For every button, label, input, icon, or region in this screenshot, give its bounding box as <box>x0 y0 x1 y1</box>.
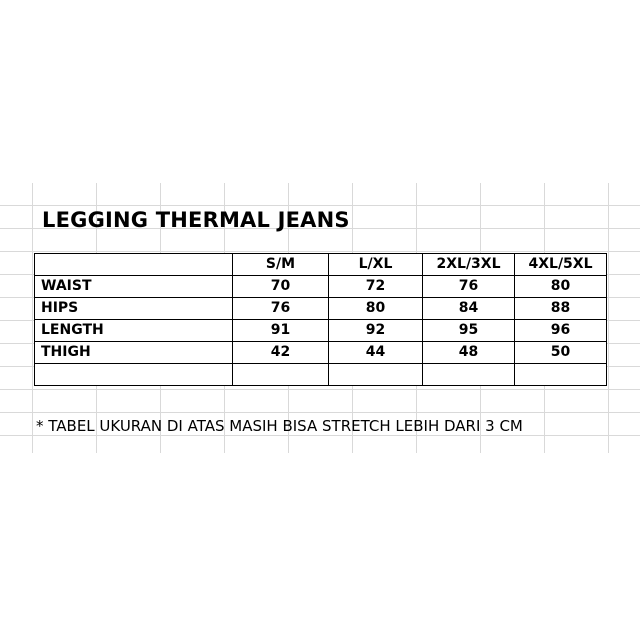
table-cell: 44 <box>329 342 423 364</box>
footnote: * TABEL UKURAN DI ATAS MASIH BISA STRETCH LEBIH DARI 3 CM <box>36 417 523 435</box>
page-title: LEGGING THERMAL JEANS <box>42 208 350 232</box>
table-cell: 50 <box>515 342 607 364</box>
table-cell: 76 <box>423 276 515 298</box>
table-row <box>35 342 607 364</box>
table-cell: 80 <box>515 276 607 298</box>
table-cell <box>329 364 423 386</box>
table-cell: 88 <box>515 298 607 320</box>
header-cell-l-xl: L/XL <box>329 254 423 276</box>
row-label <box>35 364 233 386</box>
table-cell: 96 <box>515 320 607 342</box>
header-cell-2xl-3xl: 2XL/3XL <box>423 254 515 276</box>
table-cell: 48 <box>423 342 515 364</box>
header-cell <box>35 254 233 276</box>
table-header-row <box>35 254 607 276</box>
table-cell: 76 <box>233 298 329 320</box>
header-cell-4xl-5xl: 4XL/5XL <box>515 254 607 276</box>
table-cell <box>515 364 607 386</box>
table-cell: 70 <box>233 276 329 298</box>
table-cell: 80 <box>329 298 423 320</box>
table-cell: 95 <box>423 320 515 342</box>
table-cell: 72 <box>329 276 423 298</box>
table-row <box>35 320 607 342</box>
header-cell-s-m: S/M <box>233 254 329 276</box>
table-row <box>35 276 607 298</box>
row-label: THIGH <box>35 342 233 364</box>
table-cell: 91 <box>233 320 329 342</box>
table-cell: 92 <box>329 320 423 342</box>
size-chart-table <box>34 253 607 386</box>
row-label: LENGTH <box>35 320 233 342</box>
table-cell <box>233 364 329 386</box>
table-row <box>35 298 607 320</box>
row-label: HIPS <box>35 298 233 320</box>
table-cell: 42 <box>233 342 329 364</box>
table-cell <box>423 364 515 386</box>
row-label: WAIST <box>35 276 233 298</box>
table-cell: 84 <box>423 298 515 320</box>
table-row-empty <box>35 364 607 386</box>
